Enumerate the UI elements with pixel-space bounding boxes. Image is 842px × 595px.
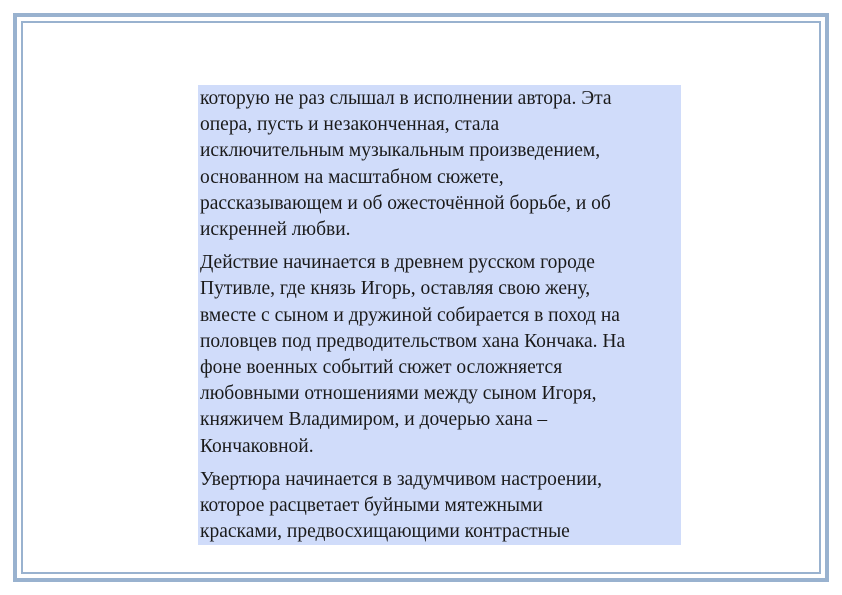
text-line: опера, пусть и незаконченная, стала <box>200 114 500 136</box>
text-line: которое расцветает буйными мятежными <box>200 495 543 517</box>
text-line: красками, предвосхищающими контрастные <box>200 521 570 543</box>
paragraph-2 <box>200 250 681 460</box>
text-line: Путивле, где князь Игорь, оставляя свою жену, <box>200 278 591 300</box>
text-line: Действие начинается в древнем русском городе <box>200 252 595 274</box>
text-line: вместе с сыном и дружиной собирается в поход на <box>200 304 620 326</box>
text-line: Увертюра начинается в задумчивом настроении, <box>200 468 602 490</box>
text-line: искренней любви. <box>200 219 351 241</box>
text-line: половцев под предводительством хана Кончака. На <box>200 330 626 352</box>
text-line: рассказывающем и об ожесточённой борьбе, и об <box>200 192 611 214</box>
text-line: которую не раз слышал в исполнении автора. Эта <box>200 88 612 109</box>
text-line: Кончаковной. <box>200 435 314 457</box>
text-line: княжичем Владимиром, и дочерью хана – <box>200 409 548 431</box>
text-line: фоне военных событий сюжет осложняется <box>200 357 563 379</box>
paragraph-3 <box>200 467 681 545</box>
text-block <box>198 85 681 545</box>
text-line: исключительным музыкальным произведением, <box>200 140 601 162</box>
text-line: основанном на масштабном сюжете, <box>200 166 504 188</box>
paragraph-1 <box>200 86 681 243</box>
text-line: любовными отношениями между сыном Игоря, <box>200 383 597 405</box>
